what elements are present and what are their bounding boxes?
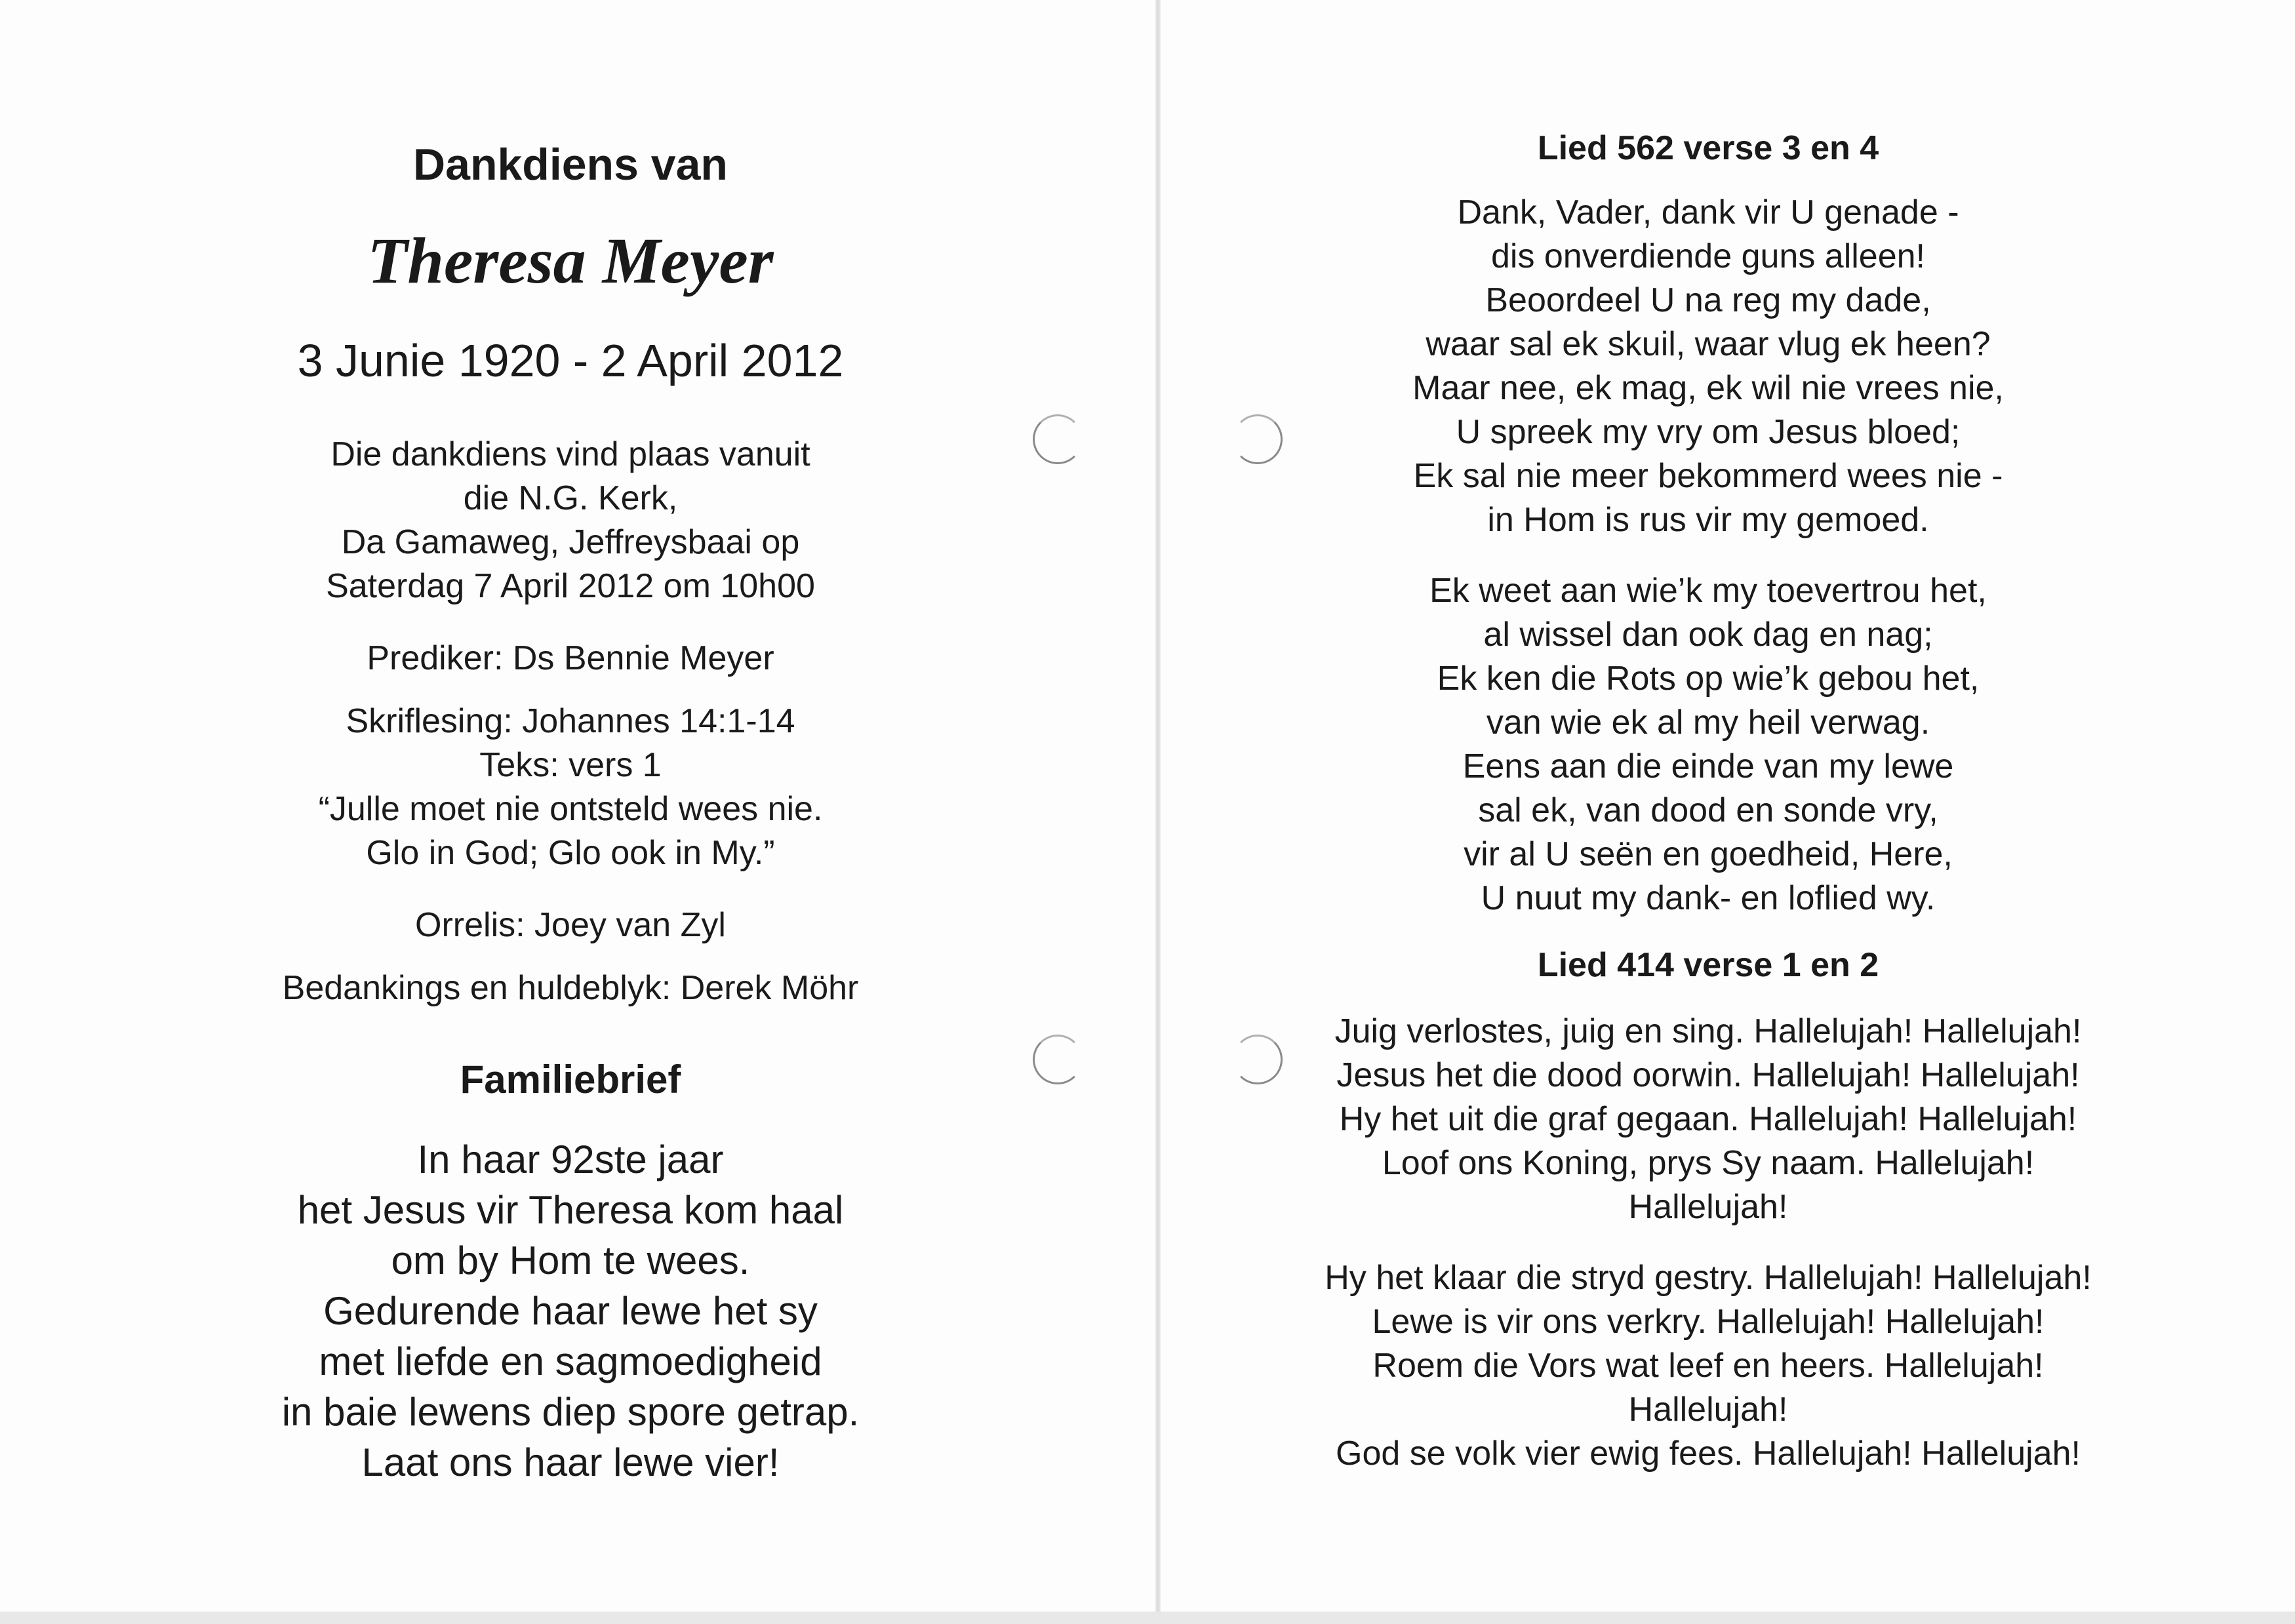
venue-line: Die dankdiens vind plaas vanuit xyxy=(330,435,810,473)
thanks-line: Bedankings en huldeblyk: Derek Möhr xyxy=(282,969,859,1007)
hymn-562-heading: Lied 562 verse 3 en 4 xyxy=(1537,129,1879,167)
scripture-line: Skriflesing: Johannes 14:1-14 xyxy=(346,702,795,740)
family-letter-line: In haar 92ste jaar xyxy=(417,1138,724,1181)
family-letter-line: Laat ons haar lewe vier! xyxy=(361,1440,780,1484)
hymn-line: Jesus het die dood oorwin. Hallelujah! Hallelujah! xyxy=(1336,1056,2080,1094)
scripture-line: Glo in God; Glo ook in My.” xyxy=(366,834,775,872)
hymn-line: Hy het uit die graf gegaan. Hallelujah! Hallelujah! xyxy=(1339,1100,2077,1138)
hymn-line: Roem die Vors wat leef en heers. Hallelujah! xyxy=(1372,1347,2044,1385)
hymn-line: U nuut my dank- en loflied wy. xyxy=(1481,879,1936,917)
hymn-line: Loof ons Koning, prys Sy naam. Hallelujah! xyxy=(1382,1144,2035,1182)
preacher-line: Prediker: Ds Bennie Meyer xyxy=(367,639,774,677)
hymn-line: Juig verlostes, juig en sing. Hallelujah! Hallelujah! xyxy=(1334,1012,2082,1050)
hymn-line: vir al U seën en goedheid, Here, xyxy=(1464,835,1953,873)
hymn-line: God se volk vier ewig fees. Hallelujah! Hallelujah! xyxy=(1336,1435,2081,1473)
hymn-line: Eens aan die einde van my lewe xyxy=(1462,747,1954,785)
family-letter-line: het Jesus vir Theresa kom haal xyxy=(297,1188,844,1232)
scripture-line: “Julle moet nie ontsteld wees nie. xyxy=(318,790,823,828)
venue-line: die N.G. Kerk, xyxy=(463,479,678,517)
venue-details xyxy=(0,433,1141,608)
family-letter-line: met liefde en sagmoedigheid xyxy=(319,1339,822,1383)
thanks-tribute xyxy=(0,966,1141,1010)
page-fold xyxy=(1155,0,1161,1624)
hymn-line: Dank, Vader, dank vir U genade - xyxy=(1457,193,1959,231)
scripture-reading xyxy=(0,700,1141,875)
hymn-line: sal ek, van dood en sonde vry, xyxy=(1478,791,1938,829)
hymn-line: Hy het klaar die stryd gestry. Hallelujah! Hallelujah! xyxy=(1325,1259,2092,1297)
hymn-line: Ek weet aan wie’k my toevertrou het, xyxy=(1429,572,1987,610)
organist-line: Orrelis: Joey van Zyl xyxy=(415,906,726,944)
service-heading: Dankdiens van xyxy=(413,140,728,189)
family-letter xyxy=(0,1134,1141,1488)
hymn-line: al wissel dan ook dag en nag; xyxy=(1483,616,1933,654)
family-letter-line: in baie lewens diep spore getrap. xyxy=(281,1390,860,1434)
organist xyxy=(0,903,1141,947)
scripture-line: Teks: vers 1 xyxy=(479,746,662,784)
hymn-line: Maar nee, ek mag, ek wil nie vrees nie, xyxy=(1412,369,2004,407)
family-letter-line: om by Hom te wees. xyxy=(391,1238,750,1282)
hymn-414-heading: Lied 414 verse 1 en 2 xyxy=(1537,946,1879,984)
punch-hole-mark xyxy=(1233,1035,1283,1084)
hymn-562-verse-4 xyxy=(1161,569,2256,921)
hymn-562-verse-3 xyxy=(1161,191,2256,542)
hymn-line: dis onverdiende guns alleen! xyxy=(1490,237,1926,275)
hymn-line: Hallelujah! xyxy=(1628,1188,1788,1226)
hymn-414-verse-2 xyxy=(1161,1256,2256,1476)
punch-hole-mark xyxy=(1033,1035,1083,1084)
punch-hole-mark xyxy=(1233,414,1283,464)
deceased-name: Theresa Meyer xyxy=(367,224,774,297)
hymn-line: Beoordeel U na reg my dade, xyxy=(1485,281,1931,319)
hymn-line: Lewe is vir ons verkry. Hallelujah! Hallelujah! xyxy=(1372,1303,2045,1341)
hymn-line: Ek sal nie meer bekommerd wees nie - xyxy=(1413,457,2003,495)
right-page xyxy=(1161,0,2295,1624)
hymn-line: van wie ek al my heil verwag. xyxy=(1486,703,1930,742)
hymn-line: Hallelujah! xyxy=(1628,1391,1788,1429)
life-dates: 3 Junie 1920 - 2 April 2012 xyxy=(297,335,844,386)
hymn-line: U spreek my vry om Jesus bloed; xyxy=(1456,413,1961,451)
scan-bottom-edge xyxy=(0,1612,2295,1624)
hymn-line: waar sal ek skuil, waar vlug ek heen? xyxy=(1426,325,1991,363)
family-letter-line: Gedurende haar lewe het sy xyxy=(323,1289,818,1333)
hymn-line: in Hom is rus vir my gemoed. xyxy=(1487,501,1929,539)
preacher xyxy=(0,637,1141,681)
hymn-414-verse-1 xyxy=(1161,1010,2256,1229)
family-letter-heading: Familiebrief xyxy=(460,1058,681,1101)
hymn-line: Ek ken die Rots op wie’k gebou het, xyxy=(1437,660,1980,698)
venue-line: Da Gamaweg, Jeffreysbaai op xyxy=(341,523,800,561)
punch-hole-mark xyxy=(1033,414,1083,464)
venue-line: Saterdag 7 April 2012 om 10h00 xyxy=(326,567,815,605)
